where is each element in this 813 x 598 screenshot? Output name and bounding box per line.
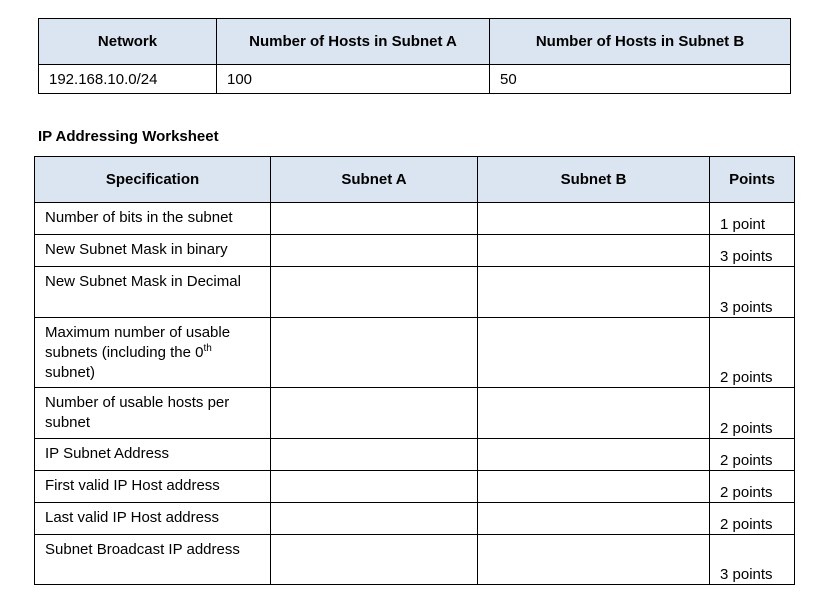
header-subnet-b: Subnet B (478, 157, 710, 203)
points-value: 3 points (710, 535, 795, 585)
header-specification: Specification (35, 157, 271, 203)
spec-superscript: th (203, 343, 212, 354)
worksheet-header (35, 157, 795, 203)
header-hosts-subnet-b: Number of Hosts in Subnet B (490, 19, 791, 65)
header-subnet-a: Subnet A (271, 157, 478, 203)
spec-label: Number of bits in the subnet (35, 203, 271, 235)
worksheet-title: IP Addressing Worksheet (38, 128, 219, 145)
table-row (35, 439, 795, 471)
subnet-a-answer-cell[interactable] (271, 535, 478, 585)
points-value: 3 points (710, 267, 795, 318)
network-table-row (39, 65, 791, 94)
subnet-b-answer-cell[interactable] (478, 267, 710, 318)
subnet-b-answer-cell[interactable] (478, 318, 710, 388)
subnet-a-answer-cell[interactable] (271, 388, 478, 439)
spec-label: New Subnet Mask in binary (35, 235, 271, 267)
header-network: Network (39, 19, 217, 65)
network-table (38, 18, 791, 94)
network-address: 192.168.10.0/24 (39, 65, 217, 94)
hosts-subnet-b: 50 (490, 65, 791, 94)
points-value: 3 points (710, 235, 795, 267)
table-row (35, 267, 795, 318)
points-value: 2 points (710, 471, 795, 503)
worksheet-table (34, 156, 795, 585)
table-row (35, 235, 795, 267)
spec-label: Last valid IP Host address (35, 503, 271, 535)
subnet-a-answer-cell[interactable] (271, 267, 478, 318)
points-value: 2 points (710, 388, 795, 439)
hosts-subnet-a: 100 (217, 65, 490, 94)
table-row (35, 471, 795, 503)
table-row (35, 535, 795, 585)
subnet-b-answer-cell[interactable] (478, 439, 710, 471)
subnet-b-answer-cell[interactable] (478, 235, 710, 267)
header-points: Points (710, 157, 795, 203)
spec-label: Subnet Broadcast IP address (35, 535, 271, 585)
spec-text: Maximum number of usable subnets (including the 0 (45, 324, 231, 361)
subnet-a-answer-cell[interactable] (271, 439, 478, 471)
subnet-b-answer-cell[interactable] (478, 503, 710, 535)
table-row (35, 503, 795, 535)
spec-label: First valid IP Host address (35, 471, 271, 503)
subnet-a-answer-cell[interactable] (271, 318, 478, 388)
points-value: 1 point (710, 203, 795, 235)
subnet-b-answer-cell[interactable] (478, 203, 710, 235)
table-row (35, 318, 795, 388)
spec-text-end: subnet) (45, 364, 96, 381)
spec-label: Number of usable hosts per subnet (35, 388, 271, 439)
table-row (35, 388, 795, 439)
subnet-b-answer-cell[interactable] (478, 535, 710, 585)
table-row (35, 203, 795, 235)
subnet-a-answer-cell[interactable] (271, 235, 478, 267)
subnet-a-answer-cell[interactable] (271, 503, 478, 535)
spec-label: IP Subnet Address (35, 439, 271, 471)
subnet-b-answer-cell[interactable] (478, 388, 710, 439)
subnet-a-answer-cell[interactable] (271, 203, 478, 235)
points-value: 2 points (710, 503, 795, 535)
subnet-b-answer-cell[interactable] (478, 471, 710, 503)
spec-label (35, 318, 271, 388)
subnet-a-answer-cell[interactable] (271, 471, 478, 503)
points-value: 2 points (710, 439, 795, 471)
points-value: 2 points (710, 318, 795, 388)
spec-label: New Subnet Mask in Decimal (35, 267, 271, 318)
network-table-header (39, 19, 791, 65)
header-hosts-subnet-a: Number of Hosts in Subnet A (217, 19, 490, 65)
